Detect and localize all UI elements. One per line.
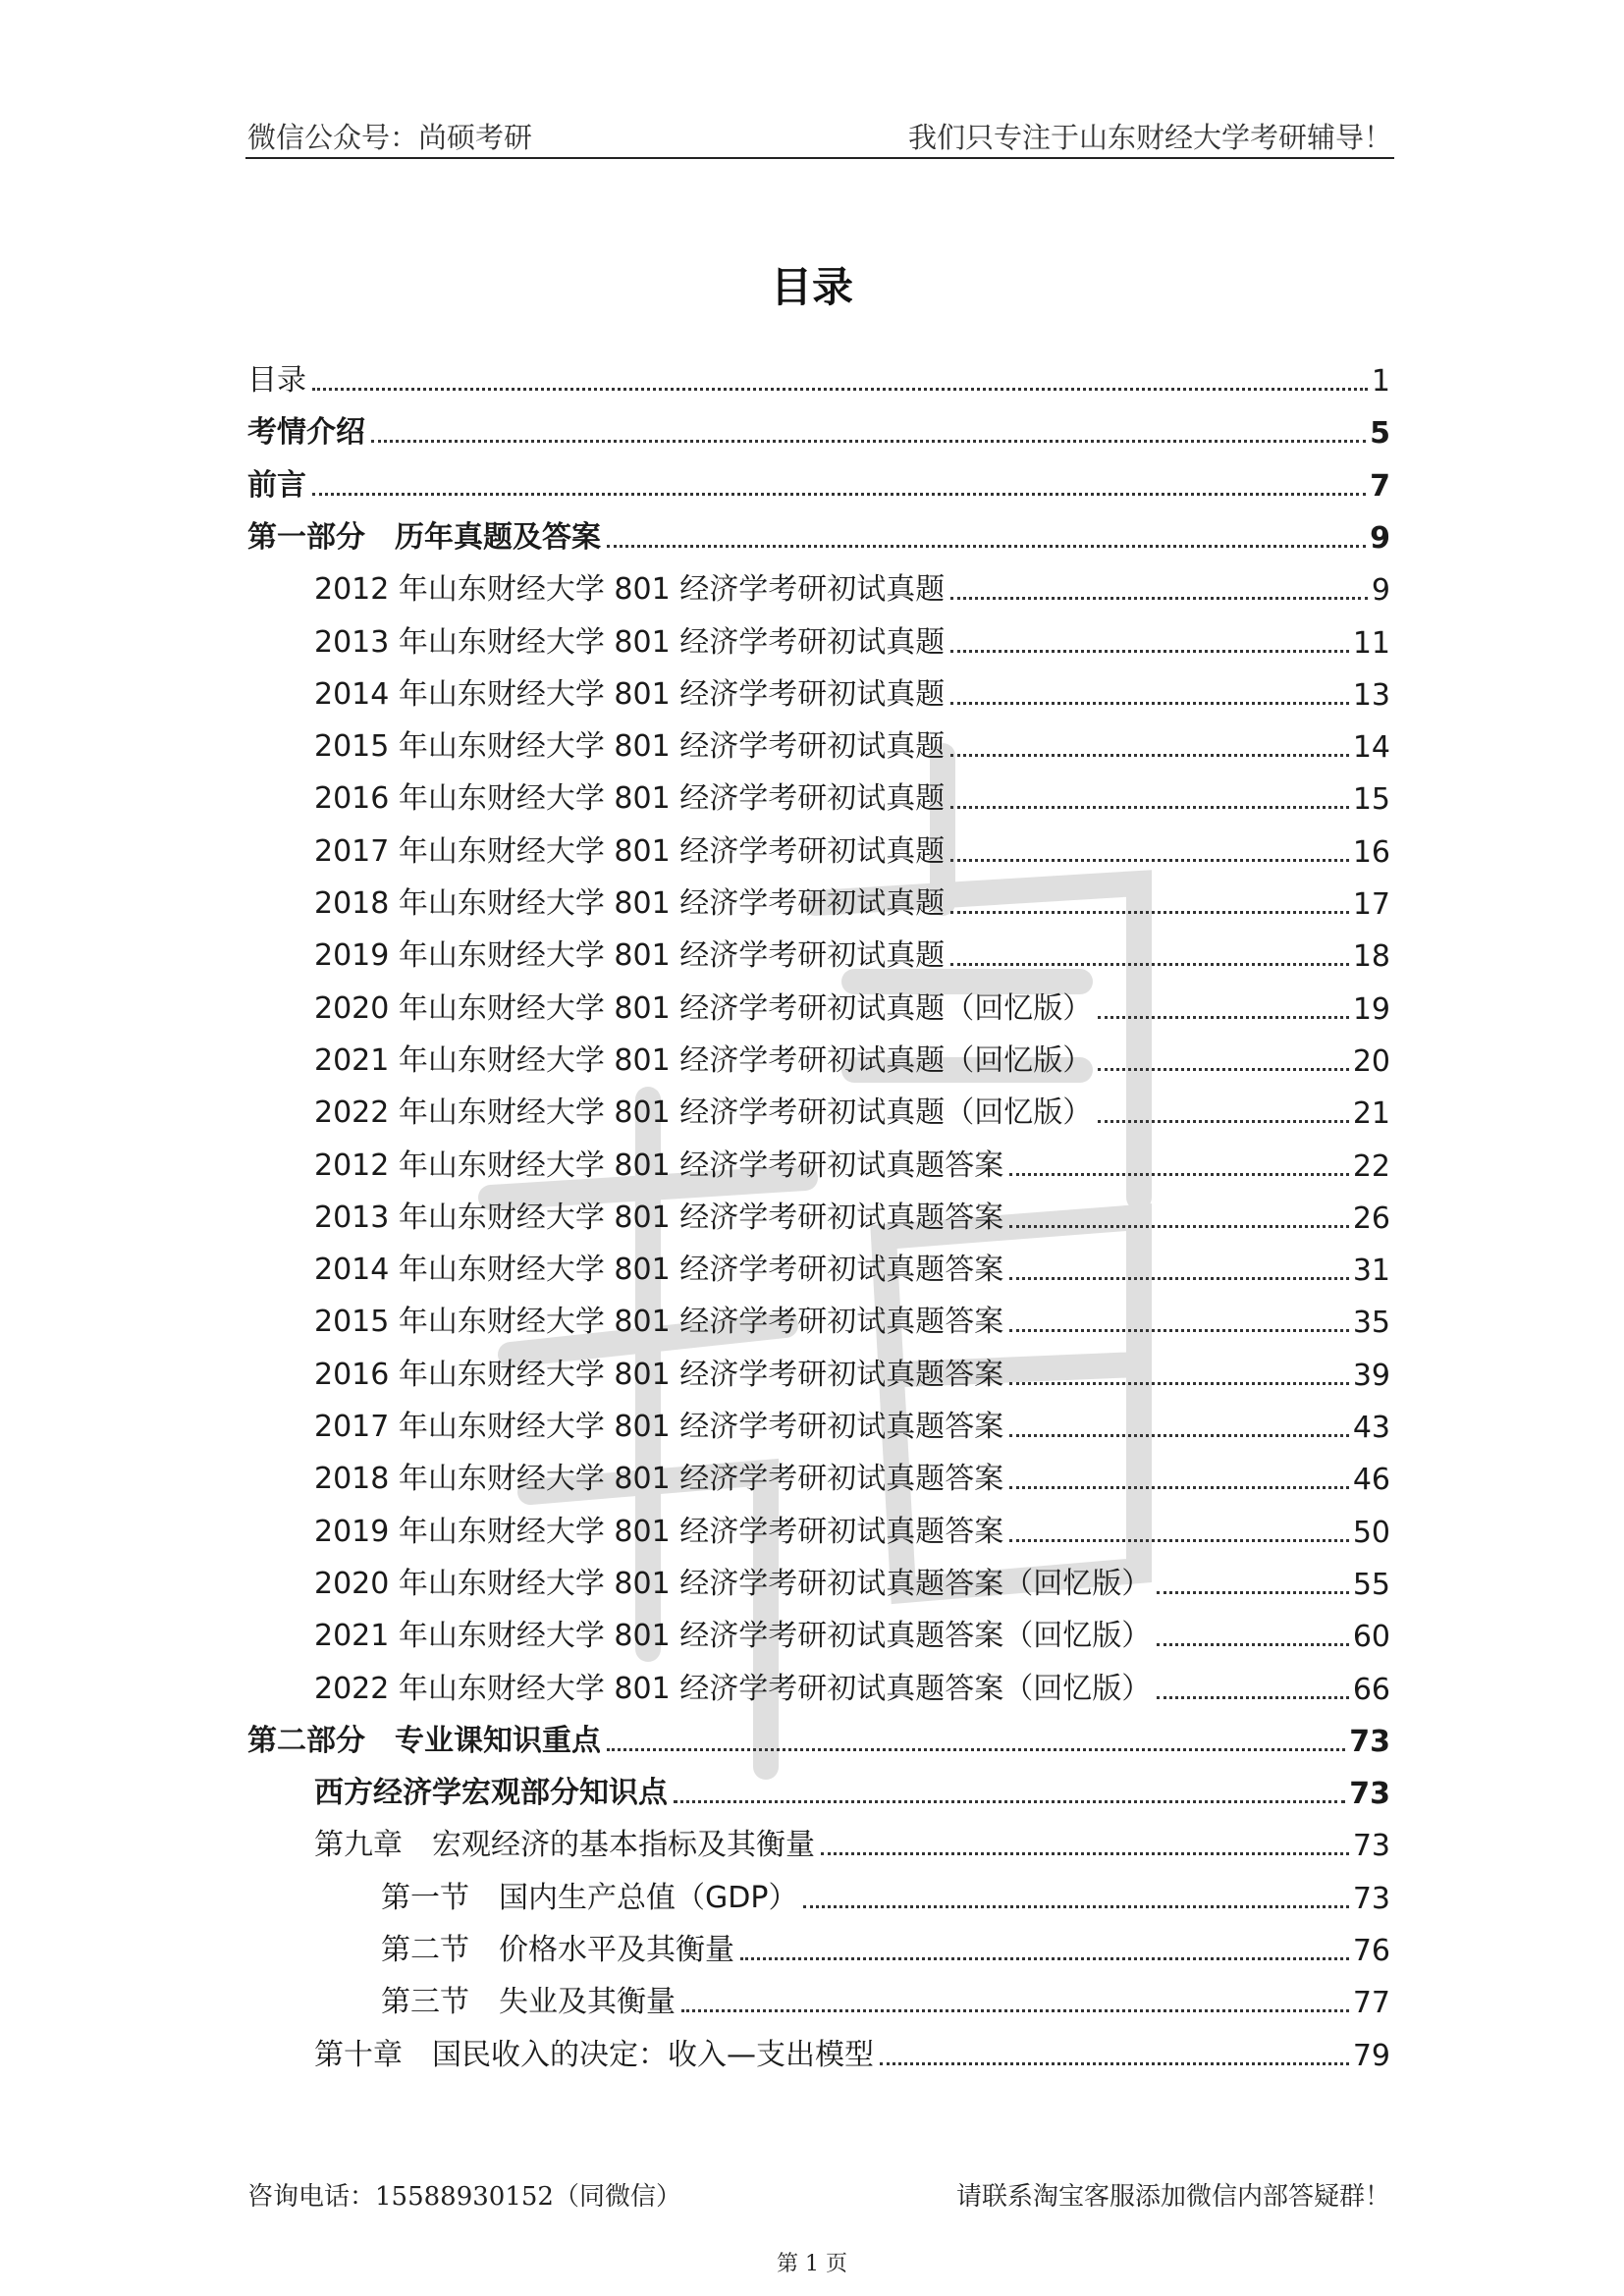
- toc-entry-page: 9: [1370, 520, 1390, 556]
- toc-entry[interactable]: [247, 1716, 1390, 1759]
- toc-entry-page: 20: [1352, 1043, 1390, 1079]
- toc-entry[interactable]: [314, 1611, 1390, 1654]
- toc-entry-page: 14: [1352, 730, 1390, 766]
- toc-entry-label: 第一部分 历年真题及答案: [247, 519, 601, 555]
- toc-entry-label: 第三节 失业及其衡量: [381, 1985, 676, 2020]
- toc-dot-leader: [312, 388, 1368, 391]
- page-title: 目录: [770, 263, 853, 311]
- toc-dot-leader: [1009, 1539, 1349, 1542]
- toc-entry-label: 2012 年山东财经大学 801 经济学考研初试真题: [314, 572, 946, 608]
- toc-dot-leader: [950, 650, 1349, 653]
- toc-entry[interactable]: [314, 1402, 1390, 1445]
- toc-entry-page: 73: [1352, 1829, 1390, 1864]
- toc-dot-leader: [803, 1905, 1348, 1908]
- toc-entry-label: 第二节 价格水平及其衡量: [381, 1933, 734, 1967]
- toc-entry-page: 17: [1352, 887, 1390, 922]
- toc-entry-label: 2018 年山东财经大学 801 经济学考研初试真题: [314, 886, 946, 921]
- toc-entry-page: 11: [1352, 625, 1390, 661]
- toc-entry-label: 2016 年山东财经大学 801 经济学考研初试真题: [314, 781, 946, 817]
- toc-dot-leader: [1009, 1277, 1349, 1280]
- toc-dot-leader: [1157, 1643, 1349, 1646]
- toc-entry[interactable]: [247, 355, 1390, 399]
- toc-entry[interactable]: [314, 721, 1390, 765]
- toc-dot-leader: [1009, 1434, 1349, 1437]
- toc-entry[interactable]: [314, 1664, 1390, 1707]
- toc-entry-label: 考情介绍: [247, 415, 365, 451]
- toc-entry-label: 2013 年山东财经大学 801 经济学考研初试真题: [314, 624, 946, 660]
- toc-entry-label: 第十章 国民收入的决定：收入—支出模型: [314, 2037, 874, 2072]
- toc-dot-leader: [1009, 1225, 1349, 1228]
- toc-entry[interactable]: [314, 1193, 1390, 1236]
- toc-dot-leader: [371, 440, 1366, 443]
- toc-entry[interactable]: [314, 669, 1390, 713]
- toc-entry[interactable]: [314, 1245, 1390, 1288]
- footer-notice: 请联系淘宝客服添加微信内部答疑群！: [955, 2182, 1390, 2212]
- toc-entry-page: 39: [1352, 1358, 1390, 1393]
- toc-dot-leader: [950, 754, 1349, 757]
- toc-entry-label: 西方经济学宏观部分知识点: [314, 1776, 668, 1811]
- toc-entry-page: 79: [1352, 2038, 1390, 2073]
- toc-dot-leader: [312, 493, 1366, 496]
- toc-entry-label: 2015 年山东财经大学 801 经济学考研初试真题答案: [314, 1305, 1004, 1340]
- toc-entry-page: 66: [1352, 1672, 1390, 1707]
- toc-entry[interactable]: [314, 931, 1390, 974]
- toc-entry-label: 2012 年山东财经大学 801 经济学考研初试真题答案: [314, 1148, 1004, 1183]
- toc-dot-leader: [674, 1800, 1345, 1803]
- toc-dot-leader: [1157, 1591, 1349, 1594]
- toc-dot-leader: [950, 806, 1349, 809]
- toc-dot-leader: [1009, 1329, 1349, 1332]
- toc-entry[interactable]: [381, 1977, 1390, 2020]
- page-header: [245, 114, 1394, 159]
- toc-entry-label: 第二部分 专业课知识重点: [247, 1723, 601, 1758]
- toc-entry-label: 2022 年山东财经大学 801 经济学考研初试真题（回忆版）: [314, 1095, 1093, 1131]
- toc-entry-page: 7: [1370, 468, 1390, 504]
- toc-entry-label: 第一节 国内生产总值（GDP）: [381, 1880, 798, 1915]
- toc-entry-page: 1: [1371, 364, 1390, 399]
- page-number: 第 1 页: [777, 2252, 847, 2276]
- toc-dot-leader: [1098, 1068, 1349, 1071]
- toc-entry-label: 2017 年山东财经大学 801 经济学考研初试真题: [314, 833, 946, 869]
- toc-entry-label: 2019 年山东财经大学 801 经济学考研初试真题答案: [314, 1514, 1004, 1549]
- header-slogan: 我们只专注于山东财经大学考研辅导！: [907, 121, 1392, 154]
- toc-dot-leader: [950, 597, 1368, 600]
- toc-entry[interactable]: [314, 1088, 1390, 1131]
- toc-dot-leader: [950, 963, 1349, 966]
- toc-entry-page: 5: [1370, 416, 1390, 452]
- toc-entry-label: 2018 年山东财经大学 801 经济学考研初试真题答案: [314, 1462, 1004, 1497]
- toc-entry-label: 目录: [247, 363, 306, 398]
- toc-dot-leader: [1098, 1120, 1349, 1123]
- toc-dot-leader: [607, 1748, 1345, 1751]
- toc-entry-label: 2013 年山东财经大学 801 经济学考研初试真题答案: [314, 1200, 1004, 1235]
- toc-entry-label: 前言: [247, 467, 306, 503]
- toc-entry-label: 2021 年山东财经大学 801 经济学考研初试真题（回忆版）: [314, 1042, 1093, 1078]
- toc-entry[interactable]: [314, 1297, 1390, 1340]
- toc-entry[interactable]: [314, 827, 1390, 870]
- toc-entry-label: 2020 年山东财经大学 801 经济学考研初试真题答案（回忆版）: [314, 1566, 1152, 1601]
- toc-entry[interactable]: [381, 1873, 1390, 1916]
- toc-entry[interactable]: [314, 2030, 1390, 2073]
- toc-entry-page: 35: [1352, 1306, 1390, 1341]
- toc-entry[interactable]: [381, 1925, 1390, 1968]
- toc-entry-page: 73: [1349, 1724, 1390, 1759]
- toc-dot-leader: [740, 1957, 1349, 1960]
- toc-entry-page: 77: [1352, 1986, 1390, 2021]
- toc-dot-leader: [607, 545, 1366, 548]
- toc-entry-label: 2022 年山东财经大学 801 经济学考研初试真题答案（回忆版）: [314, 1671, 1152, 1706]
- toc-entry-page: 26: [1352, 1201, 1390, 1236]
- toc-dot-leader: [950, 859, 1349, 862]
- toc-entry-label: 2019 年山东财经大学 801 经济学考研初试真题: [314, 938, 946, 974]
- toc-entry[interactable]: [314, 879, 1390, 922]
- toc-entry-page: 76: [1352, 1934, 1390, 1968]
- toc-entry-label: 2015 年山东财经大学 801 经济学考研初试真题: [314, 729, 946, 765]
- toc-dot-leader: [950, 702, 1349, 705]
- toc-entry-page: 18: [1352, 939, 1390, 975]
- toc-entry[interactable]: [247, 460, 1390, 504]
- toc-dot-leader: [950, 911, 1349, 914]
- toc-entry-label: 2014 年山东财经大学 801 经济学考研初试真题: [314, 676, 946, 712]
- toc-entry[interactable]: [314, 617, 1390, 661]
- toc-entry[interactable]: [314, 1141, 1390, 1184]
- toc-dot-leader: [880, 2062, 1349, 2065]
- toc-dot-leader: [1157, 1696, 1349, 1699]
- toc-entry-page: 9: [1371, 573, 1390, 609]
- toc-entry-page: 13: [1352, 677, 1390, 713]
- toc-entry[interactable]: [314, 1768, 1390, 1811]
- toc-entry-page: 60: [1352, 1620, 1390, 1655]
- toc-entry-page: 31: [1352, 1254, 1390, 1289]
- toc-entry-page: 19: [1352, 991, 1390, 1027]
- toc-entry-page: 50: [1352, 1515, 1390, 1550]
- toc-entry-page: 73: [1349, 1777, 1390, 1812]
- toc-entry[interactable]: [314, 1454, 1390, 1497]
- toc-entry[interactable]: [314, 1820, 1390, 1863]
- toc-entry[interactable]: [314, 1507, 1390, 1550]
- toc-entry[interactable]: [314, 1350, 1390, 1393]
- toc-entry[interactable]: [247, 512, 1390, 556]
- toc-dot-leader: [1009, 1382, 1349, 1385]
- header-wechat-account: 微信公众号：尚硕考研: [247, 121, 533, 154]
- toc-entry[interactable]: [247, 407, 1390, 451]
- toc-entry-page: 16: [1352, 834, 1390, 870]
- toc-entry[interactable]: [314, 984, 1390, 1027]
- toc-entry[interactable]: [314, 1559, 1390, 1602]
- toc-entry[interactable]: [314, 564, 1390, 608]
- toc-entry-page: 22: [1352, 1148, 1390, 1184]
- toc-dot-leader: [1098, 1016, 1349, 1019]
- toc-entry-page: 46: [1352, 1463, 1390, 1498]
- toc-entry-label: 2020 年山东财经大学 801 经济学考研初试真题（回忆版）: [314, 990, 1093, 1026]
- toc-entry-page: 21: [1352, 1096, 1390, 1132]
- toc-dot-leader: [1009, 1486, 1349, 1489]
- toc-entry-page: 43: [1352, 1411, 1390, 1445]
- toc-entry-page: 15: [1352, 782, 1390, 818]
- toc-entry-label: 2017 年山东财经大学 801 经济学考研初试真题答案: [314, 1410, 1004, 1444]
- toc-entry-label: 2021 年山东财经大学 801 经济学考研初试真题答案（回忆版）: [314, 1619, 1152, 1654]
- toc-entry-label: 2016 年山东财经大学 801 经济学考研初试真题答案: [314, 1357, 1004, 1392]
- toc-dot-leader: [821, 1852, 1349, 1855]
- toc-entry-label: 2014 年山东财经大学 801 经济学考研初试真题答案: [314, 1253, 1004, 1288]
- toc-dot-leader: [681, 2009, 1349, 2012]
- footer-contact-phone: 咨询电话：15588930152（同微信）: [247, 2182, 681, 2212]
- toc-entry[interactable]: [314, 774, 1390, 817]
- toc-dot-leader: [1009, 1173, 1349, 1176]
- toc-entry[interactable]: [314, 1036, 1390, 1079]
- toc-entry-page: 55: [1352, 1567, 1390, 1602]
- toc-entry-label: 第九章 宏观经济的基本指标及其衡量: [314, 1828, 815, 1863]
- toc-entry-page: 73: [1352, 1881, 1390, 1916]
